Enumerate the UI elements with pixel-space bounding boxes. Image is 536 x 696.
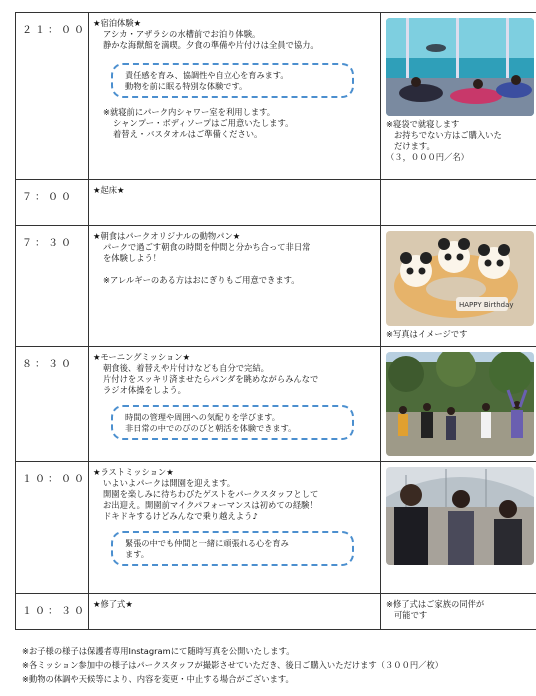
- description-line: いよいよパークは開園を迎えます。: [103, 478, 236, 488]
- photo-cell: [381, 462, 536, 594]
- description-cell: [89, 462, 381, 594]
- footer-notes: [22, 644, 443, 686]
- caption-line: ※寝袋で就寝します: [386, 119, 460, 129]
- goal-box: [111, 63, 354, 98]
- note-line: シャンプー・ボディソープはご用意いたします。: [113, 118, 294, 128]
- aquarium-sleepover-photo: [386, 18, 534, 116]
- table-row: [16, 594, 536, 630]
- caption-line: ※修了式はご家族の同伴が: [386, 599, 485, 609]
- row-title: ★修了式★: [93, 599, 133, 609]
- table-row: [16, 226, 536, 347]
- description-cell: [89, 180, 381, 226]
- table-row: [16, 462, 536, 594]
- time-cell: １０：００: [16, 462, 89, 594]
- description-cell: [89, 226, 381, 347]
- park-welcome-photo: [386, 467, 534, 565]
- description-line: お出迎え。開園前マイクパフォーマンスは初めての経験！: [103, 500, 318, 510]
- footer-note: ※お子様の様子は保護者専用Instagramにて随時写真を公開いたします。: [22, 646, 295, 656]
- photo-cell: [381, 226, 536, 347]
- table-row: [16, 347, 536, 462]
- time-cell: ２１：００: [16, 13, 89, 180]
- morning-exercise-photo: [386, 352, 534, 456]
- goal-box: [111, 405, 354, 440]
- time-cell: ８：３０: [16, 347, 89, 462]
- description-line: を体験しよう！: [103, 253, 162, 263]
- row-title: ★ラストミッション★: [93, 467, 174, 477]
- row-title: ★宿泊体験★: [93, 18, 142, 28]
- description-line: 静かな海獣館を満喫。夕食の準備や片付けは全員で協力。: [103, 40, 319, 50]
- cake-plate-text: HAPPY Birthday: [459, 301, 514, 309]
- goal-line: ます。: [125, 549, 149, 559]
- photo-cell: [381, 594, 536, 630]
- time-cell: １０：３０: [16, 594, 89, 630]
- photo-cell: [381, 180, 536, 226]
- note-line: 着替え・バスタオルはご準備ください。: [113, 129, 263, 139]
- row-title: ★起床★: [93, 185, 125, 195]
- description-cell: [89, 13, 381, 180]
- description-cell: [89, 594, 381, 630]
- goal-line: 緊張の中でも仲間と一緒に頑張れる心を育み: [125, 538, 289, 548]
- note-line: ※アレルギーのある方はおにぎりもご用意できます。: [103, 275, 300, 285]
- goal-line: 非日常の中でのびのびと朝活を体験できます。: [125, 423, 297, 433]
- description-cell: [89, 347, 381, 462]
- photo-caption: [386, 119, 536, 163]
- goal-box: [111, 531, 354, 566]
- photo-cell: [381, 347, 536, 462]
- time-cell: ７：３０: [16, 226, 89, 347]
- description-line: パークで過ごす朝食の時間を仲間と分かち合って非日常: [103, 242, 311, 252]
- description-line: 朝食後、着替えや片付けなども自分で完結。: [103, 363, 269, 373]
- description-line: ドキドキするけどみんなで乗り越えよう♪: [103, 511, 258, 521]
- panda-bread-photo: [386, 231, 534, 326]
- description-line: 片付けをスッキリ済ませたらパンダを眺めながらみんなで: [103, 374, 319, 384]
- photo-cell: [381, 13, 536, 180]
- caption-line: お持ちでない方はご購入いた: [394, 130, 502, 140]
- description-line: ラジオ体操をしよう。: [103, 385, 186, 395]
- schedule-table: [15, 12, 536, 630]
- goal-line: 責任感を育み、協調性や自立心を育みます。: [125, 70, 289, 80]
- goal-line: 動物を前に眠る特別な体験です。: [125, 81, 248, 91]
- row-title: ★朝食はパークオリジナルの動物パン★: [93, 231, 241, 241]
- time-cell: ７：００: [16, 180, 89, 226]
- note-line: ※就寝前にパーク内シャワー室を利用します。: [103, 107, 276, 117]
- description-line: アシカ・アザラシの水槽前でお泊り体験。: [103, 29, 261, 39]
- row-title: ★モーニングミッション★: [93, 352, 191, 362]
- footer-note: ※動物の体調や天候等により、内容を変更・中止する場合がございます。: [22, 674, 294, 684]
- caption-line: 可能です: [394, 610, 428, 620]
- caption-line: （３，０００円／名）: [386, 152, 469, 162]
- caption-line: だけます。: [394, 141, 435, 151]
- table-row: [16, 13, 536, 180]
- table-row: [16, 180, 536, 226]
- photo-caption: ※写真はイメージです: [386, 329, 468, 339]
- footer-note: ※各ミッション参加中の様子はパークスタッフが撮影させていただき、後日ご購入いただけます（３００円／枚）: [22, 660, 444, 670]
- goal-line: 時間の管理や周囲への気配りを学びます。: [125, 412, 280, 422]
- description-line: 開園を楽しみに待ちわびたゲストをパークスタッフとして: [103, 489, 319, 499]
